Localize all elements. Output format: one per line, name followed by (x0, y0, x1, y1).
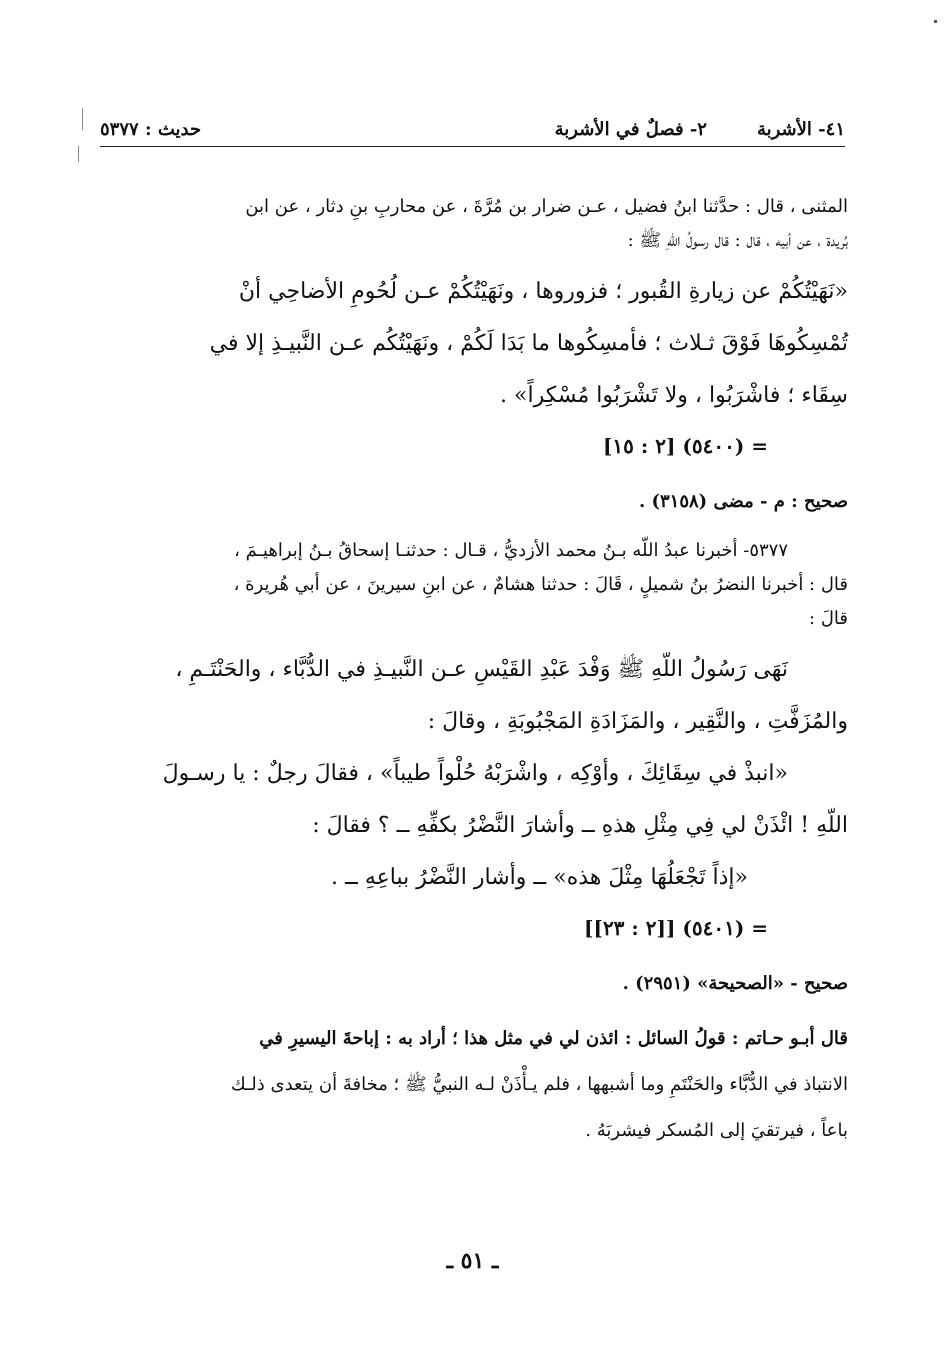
page-number: ـ ٥١ ـ (446, 1248, 499, 1274)
commentary-line: قال أبـو حـاتم : قولُ السائل : ائذن لي في مثل هذا ؛ أراد به : إباحةَ اليسيرِ في (259, 1028, 848, 1049)
page-body (100, 190, 848, 1154)
hadith-grade: صحيح : م - مضى (٣١٥٨) . (638, 491, 848, 512)
cross-reference: = (٥٤٠١) [[٢ : ٢٣]] (584, 916, 768, 940)
isnad-line: بُريدة ، عن أبيه ، قال : قال رسولُ اللّهِ ﷺ : (627, 230, 848, 251)
chapter-title: ٤١- الأشربة (756, 119, 845, 140)
cross-reference: = (٥٤٠٠) [٢ : ١٥] (602, 434, 768, 458)
isnad-line: قالَ : (809, 608, 848, 629)
commentary-line: الانتباذ في الدُّبَّاء والحَنْتَمِ وما أشبهها ، فلم يـأْذَنْ لـه النبيُّ ﷺ ؛ مخافةَ أن يتعدى ذلـك (230, 1074, 848, 1095)
hadith-grade: صحيح - «الصحيحة» (٢٩٥١) . (622, 973, 848, 994)
matn-line: والمُزَفَّتِ ، والنَّقِير ، والمَزَادَةِ المَجْبُوبَةِ ، وقالَ : (427, 709, 848, 734)
running-header (100, 104, 845, 147)
isnad-line: المثنى ، قال : حدَّثنا ابنُ فضيل ، عـن ضرار بن مُرَّةَ ، عن محاربِ بنِ دثار ، عن ابن (245, 196, 848, 217)
section-title: ٢- فصلٌ في الأشربة (554, 119, 707, 140)
matn-line: «إذاً تَجْعَلُهَا مِثْلَ هذه» ــ وأشار النَّضْرُ بباعِهِ ــ . (330, 865, 748, 890)
matn-line: «انبذْ في سِقَائِكَ ، وأوْكِه ، واشْرَبْهُ حُلْواً طيباً» ، فقالَ رجلٌ : يا رسـولَ (162, 761, 788, 786)
scan-speck (934, 20, 937, 23)
matn-line: نَهَى رَسُولُ اللّهِ ﷺ وَفْدَ عَبْدِ القَيْسِ عـن النَّبيـذِ في الدُّبَّاء ، والحَنْتَـمِ ، (175, 657, 788, 682)
isnad-line: ٥٣٧٧- أخبرنا عبدُ اللّه بـنُ محمد الأزديُّ ، قـال : حدثنـا إسحاقُ بـنُ إبراهيـمَ ، (234, 540, 788, 561)
matn-line: اللّهِ ! ائْذَنْ لي فِي مِثْلِ هذهِ ــ وأشارَ النَّضْرُ بكفِّهِ ــ ؟ فقالَ : (312, 813, 848, 838)
commentary-line: باعاً ، فيرتقيَ إلى المُسكر فيشربَهُ . (585, 1120, 848, 1141)
header-titles (555, 119, 845, 140)
isnad-line: قال : أخبرنا النضرُ بنُ شميلٍ ، قَالَ : حدثنا هشامٌ ، عن ابنِ سيرينَ ، عن أبي هُريرة ، (233, 574, 848, 595)
scan-mark (82, 108, 85, 130)
matn-line: «نَهَيْتُكُمْ عن زيارةِ القُبور ؛ فزوروها ، ونَهَيْتُكُمْ عـن لُحُومِ الأضاحِي أنْ (238, 279, 848, 304)
matn-line: سِقَاء ؛ فاشْرَبُوا ، ولا تَشْرَبُوا مُسْكِراً» . (500, 383, 848, 408)
matn-line: تُمْسِكُوهَا فَوْقَ ثـلاث ؛ فأمسِكُوها ما بَدَا لَكُمْ ، ونَهَيْتُكُم عـن النَّبيـذِ إلا في (209, 331, 848, 356)
hadith-reference: حديث : ٥٣٧٧ (100, 119, 202, 140)
scan-mark (78, 146, 81, 162)
